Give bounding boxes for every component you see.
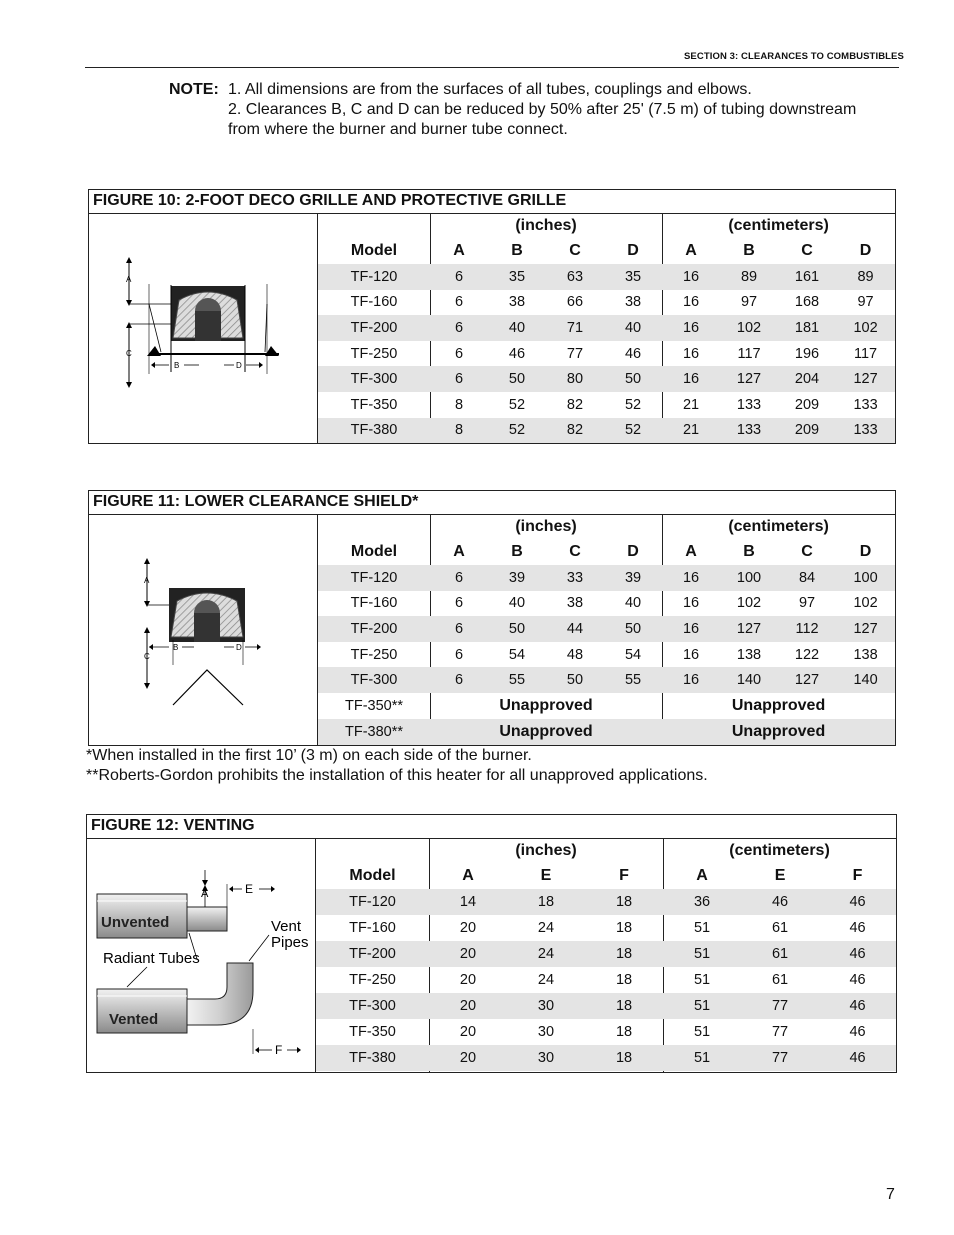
- value-cell: 16: [662, 264, 720, 290]
- value-cell: 51: [663, 993, 741, 1019]
- value-cell: 52: [508, 396, 526, 413]
- value-cell: 196: [794, 345, 820, 362]
- value-cell: 97: [740, 294, 758, 311]
- table-row: [318, 418, 895, 444]
- dim-b-label: B: [174, 361, 180, 370]
- value-cell: 18: [585, 1045, 663, 1071]
- value-cell: 127: [836, 366, 895, 392]
- value-cell: 71: [546, 315, 604, 341]
- footnote-1: *When installed in the first 10’ (3 m) on each side of the burner.: [86, 747, 532, 764]
- value-cell: 209: [794, 396, 820, 413]
- value-cell: 63: [546, 264, 604, 290]
- model-cell: TF-160: [349, 920, 396, 936]
- value-cell: 35: [604, 264, 662, 290]
- dim-d-label: D: [236, 643, 242, 652]
- value-cell: 89: [720, 264, 778, 290]
- value-cell: 117: [853, 345, 878, 362]
- value-cell: 50: [488, 616, 546, 642]
- value-cell: 16: [682, 294, 700, 311]
- model-cell: TF-120: [318, 565, 430, 591]
- column-header: D: [859, 242, 872, 259]
- value-cell: 38: [566, 595, 584, 612]
- dim-b-label: B: [173, 643, 179, 652]
- value-cell: 39: [604, 565, 662, 591]
- figure-12-cm-header: (centimeters): [729, 842, 830, 859]
- value-cell: 127: [720, 616, 778, 642]
- value-cell: 16: [662, 366, 720, 392]
- figure-12-table: [316, 839, 896, 1071]
- value-cell: 77: [566, 345, 584, 362]
- value-cell: 18: [585, 889, 663, 915]
- value-cell: 16: [682, 646, 700, 663]
- value-cell: 133: [736, 396, 762, 413]
- unapproved-cell: Unapproved: [731, 696, 826, 714]
- venting-diagram-icon: [87, 839, 315, 1072]
- value-cell: 18: [615, 1024, 633, 1040]
- column-header: A: [685, 543, 697, 560]
- table-row: [318, 591, 895, 617]
- model-cell: TF-300: [318, 366, 430, 392]
- value-cell: 102: [853, 595, 878, 612]
- figure-12-diagram: [87, 839, 316, 1072]
- figure-12-inches-header: (inches): [515, 842, 577, 859]
- value-cell: 6: [454, 345, 464, 362]
- value-cell: 20: [429, 941, 507, 967]
- column-header: F: [619, 867, 629, 884]
- figure-10-title: FIGURE 10: 2-FOOT DECO GRILLE AND PROTECTIVE GRILLE: [89, 190, 895, 214]
- model-cell: TF-380: [316, 1045, 429, 1071]
- table-row: [318, 719, 895, 745]
- figure-12-title: FIGURE 12: VENTING: [87, 815, 896, 839]
- vented-label: Vented: [109, 1011, 159, 1028]
- value-cell: 16: [662, 616, 720, 642]
- value-cell: 20: [429, 1045, 507, 1071]
- value-cell: 18: [615, 972, 633, 988]
- value-cell: 80: [546, 366, 604, 392]
- unapproved-cell: Unapproved: [662, 719, 895, 745]
- value-cell: 18: [615, 920, 633, 936]
- unapproved-cell: Unapproved: [499, 696, 593, 714]
- value-cell: 14: [429, 889, 507, 915]
- figure-10-table: [318, 214, 895, 443]
- value-cell: 46: [849, 972, 866, 988]
- value-cell: 30: [507, 993, 585, 1019]
- section-header: SECTION 3: CLEARANCES TO COMBUSTIBLES: [684, 51, 904, 62]
- value-cell: 20: [459, 972, 477, 988]
- dim-c-label: C: [144, 652, 150, 661]
- column-header: B: [511, 242, 523, 259]
- value-cell: 38: [508, 294, 526, 311]
- model-cell: TF-380: [318, 418, 430, 444]
- model-cell: TF-250: [350, 345, 398, 362]
- value-cell: 204: [778, 366, 836, 392]
- model-cell: TF-380**: [318, 719, 430, 745]
- value-cell: 6: [430, 315, 488, 341]
- column-header: F: [852, 867, 863, 884]
- value-cell: 6: [454, 294, 464, 311]
- table-row: [318, 667, 895, 693]
- value-cell: 82: [566, 396, 584, 413]
- column-header: D: [627, 242, 639, 259]
- figure-11-table: [318, 515, 895, 745]
- value-cell: 6: [430, 565, 488, 591]
- value-cell: 61: [771, 972, 789, 988]
- column-header: Model: [350, 242, 398, 259]
- value-cell: 16: [662, 565, 720, 591]
- value-cell: 40: [488, 315, 546, 341]
- value-cell: 112: [778, 616, 836, 642]
- model-cell: TF-350: [349, 1024, 396, 1040]
- value-cell: 6: [430, 264, 488, 290]
- value-cell: 102: [736, 595, 762, 612]
- value-cell: 138: [736, 646, 762, 663]
- table-row: [316, 967, 896, 993]
- unapproved-cell: Unapproved: [430, 719, 662, 745]
- pipes-label: Pipes: [271, 934, 309, 951]
- figure-10-inches-header: (inches): [515, 217, 577, 234]
- page-number: 7: [886, 1186, 895, 1203]
- value-cell: 100: [836, 565, 895, 591]
- figure-11-column-headers: [318, 539, 895, 565]
- table-row: [316, 915, 896, 941]
- value-cell: 21: [682, 396, 700, 413]
- model-cell: TF-300: [316, 993, 429, 1019]
- vent-label: Vent: [271, 918, 302, 935]
- grille-diagram-icon: [89, 214, 317, 443]
- value-cell: 18: [585, 993, 663, 1019]
- value-cell: 39: [488, 565, 546, 591]
- figure-11-inches-header: (inches): [515, 518, 577, 535]
- value-cell: 50: [604, 366, 662, 392]
- model-cell: TF-120: [318, 264, 430, 290]
- value-cell: 61: [741, 941, 819, 967]
- figure-11: [88, 490, 896, 746]
- table-row: [318, 315, 895, 341]
- value-cell: 51: [663, 941, 741, 967]
- table-row: [318, 693, 895, 719]
- value-cell: 140: [836, 667, 895, 693]
- column-header: A: [696, 867, 708, 884]
- value-cell: 44: [546, 616, 604, 642]
- value-cell: 51: [663, 1045, 741, 1071]
- column-header: D: [859, 543, 872, 560]
- value-cell: 35: [488, 264, 546, 290]
- value-cell: 30: [537, 1024, 555, 1040]
- value-cell: 97: [798, 595, 816, 612]
- value-cell: 16: [662, 667, 720, 693]
- value-cell: 77: [741, 993, 819, 1019]
- figure-10-cm-header: (centimeters): [728, 217, 829, 234]
- value-cell: 209: [778, 418, 836, 444]
- value-cell: 46: [819, 889, 896, 915]
- value-cell: 8: [430, 418, 488, 444]
- table-row: [318, 565, 895, 591]
- value-cell: 46: [819, 993, 896, 1019]
- dim-a-label: A: [144, 576, 150, 585]
- value-cell: 127: [778, 667, 836, 693]
- value-cell: 30: [507, 1045, 585, 1071]
- value-cell: 161: [778, 264, 836, 290]
- value-cell: 16: [682, 345, 700, 362]
- column-header: A: [462, 867, 474, 884]
- model-cell: TF-200: [316, 941, 429, 967]
- value-cell: 24: [537, 920, 555, 936]
- table-row: [316, 941, 896, 967]
- value-cell: 51: [693, 1024, 711, 1040]
- value-cell: 6: [454, 595, 464, 612]
- column-header: B: [743, 242, 755, 259]
- footnote-2: **Roberts-Gordon prohibits the installation of this heater for all unapproved applications.: [86, 767, 708, 784]
- note-line-1: 1. All dimensions are from the surfaces of all tubes, couplings and elbows.: [228, 81, 752, 98]
- value-cell: 24: [507, 941, 585, 967]
- table-row: [318, 366, 895, 392]
- value-cell: 50: [546, 667, 604, 693]
- value-cell: 46: [849, 1024, 866, 1040]
- model-cell: TF-250: [350, 646, 398, 663]
- value-cell: 54: [624, 646, 642, 663]
- value-cell: 133: [853, 396, 878, 413]
- value-cell: 55: [604, 667, 662, 693]
- header-rule: [85, 67, 899, 68]
- dim-f-label: F: [275, 1043, 283, 1057]
- value-cell: 138: [853, 646, 878, 663]
- value-cell: 97: [857, 294, 874, 311]
- value-cell: 18: [585, 941, 663, 967]
- table-row: [316, 993, 896, 1019]
- column-header: D: [627, 543, 639, 560]
- value-cell: 168: [794, 294, 820, 311]
- value-cell: 20: [459, 1024, 477, 1040]
- figure-10: [88, 189, 896, 444]
- column-header: C: [801, 543, 813, 560]
- value-cell: 133: [836, 418, 895, 444]
- value-cell: 20: [429, 993, 507, 1019]
- value-cell: 46: [819, 941, 896, 967]
- value-cell: 16: [662, 315, 720, 341]
- model-cell: TF-350**: [344, 697, 404, 714]
- column-header: A: [453, 543, 465, 560]
- value-cell: 102: [720, 315, 778, 341]
- column-header: Model: [350, 543, 398, 560]
- model-cell: TF-300: [318, 667, 430, 693]
- value-cell: 77: [741, 1045, 819, 1071]
- value-cell: 46: [508, 345, 526, 362]
- figure-10-diagram: [89, 214, 318, 443]
- value-cell: 40: [604, 315, 662, 341]
- table-row: [318, 392, 895, 418]
- value-cell: 46: [849, 920, 866, 936]
- value-cell: 33: [546, 565, 604, 591]
- value-cell: 127: [836, 616, 895, 642]
- figure-11-cm-header: (centimeters): [728, 518, 829, 535]
- value-cell: 61: [771, 920, 789, 936]
- unvented-label: Unvented: [101, 914, 170, 931]
- value-cell: 38: [624, 294, 642, 311]
- column-header: C: [569, 543, 581, 560]
- column-header: B: [511, 543, 523, 560]
- value-cell: 6: [430, 616, 488, 642]
- figure-11-diagram: [89, 515, 318, 745]
- model-cell: TF-200: [318, 616, 430, 642]
- value-cell: 122: [794, 646, 820, 663]
- table-row: [318, 642, 895, 668]
- column-header: C: [801, 242, 813, 259]
- value-cell: 8: [454, 396, 464, 413]
- table-row: [318, 290, 895, 316]
- dim-d-label: D: [236, 361, 242, 370]
- model-cell: TF-250: [349, 972, 396, 988]
- figure-11-title: FIGURE 11: LOWER CLEARANCE SHIELD*: [89, 491, 895, 515]
- value-cell: 6: [454, 646, 464, 663]
- table-row: [316, 1019, 896, 1045]
- value-cell: 46: [819, 1045, 896, 1071]
- dim-a-label: A: [126, 275, 132, 284]
- model-cell: TF-120: [316, 889, 429, 915]
- figure-10-column-headers: [318, 238, 895, 264]
- model-cell: TF-160: [350, 294, 398, 311]
- value-cell: 52: [604, 418, 662, 444]
- radiant-tubes-label: Radiant Tubes: [103, 950, 200, 967]
- column-header: B: [743, 543, 755, 560]
- value-cell: 46: [741, 889, 819, 915]
- table-row: [316, 889, 896, 915]
- value-cell: 84: [778, 565, 836, 591]
- column-header: E: [774, 867, 786, 884]
- shield-diagram-icon: [89, 515, 317, 745]
- figure-12: [86, 814, 897, 1073]
- column-header: Model: [349, 867, 396, 884]
- dim-c-label: C: [126, 349, 132, 358]
- value-cell: 55: [488, 667, 546, 693]
- value-cell: 52: [488, 418, 546, 444]
- value-cell: 46: [624, 345, 642, 362]
- value-cell: 20: [459, 920, 477, 936]
- value-cell: 51: [693, 920, 711, 936]
- value-cell: 40: [508, 595, 526, 612]
- model-cell: TF-160: [350, 595, 398, 612]
- column-header: E: [540, 867, 552, 884]
- value-cell: 24: [537, 972, 555, 988]
- table-row: [318, 341, 895, 367]
- value-cell: 66: [566, 294, 584, 311]
- figure-12-column-headers: [316, 863, 896, 889]
- value-cell: 181: [778, 315, 836, 341]
- note-line-2: 2. Clearances B, C and D can be reduced by 50% after 25' (7.5 m) of tubing downstream: [228, 101, 857, 118]
- value-cell: 82: [546, 418, 604, 444]
- value-cell: 127: [720, 366, 778, 392]
- value-cell: 52: [624, 396, 642, 413]
- value-cell: 50: [488, 366, 546, 392]
- value-cell: 100: [720, 565, 778, 591]
- column-header: A: [453, 242, 465, 259]
- note-label: NOTE:: [169, 81, 219, 98]
- dim-a-label: A: [201, 888, 209, 900]
- value-cell: 89: [836, 264, 895, 290]
- column-header: C: [569, 242, 581, 259]
- note-line-3: from where the burner and burner tube connect.: [228, 121, 568, 138]
- value-cell: 40: [624, 595, 642, 612]
- table-row: [318, 264, 895, 290]
- value-cell: 51: [693, 972, 711, 988]
- value-cell: 16: [682, 595, 700, 612]
- value-cell: 102: [836, 315, 895, 341]
- table-row: [316, 1045, 896, 1071]
- value-cell: 77: [771, 1024, 789, 1040]
- column-header: A: [685, 242, 697, 259]
- value-cell: 133: [720, 418, 778, 444]
- value-cell: 6: [430, 667, 488, 693]
- value-cell: 48: [566, 646, 584, 663]
- value-cell: 50: [604, 616, 662, 642]
- value-cell: 36: [663, 889, 741, 915]
- table-row: [318, 616, 895, 642]
- value-cell: 21: [662, 418, 720, 444]
- value-cell: 18: [507, 889, 585, 915]
- model-cell: TF-200: [318, 315, 430, 341]
- value-cell: 54: [508, 646, 526, 663]
- value-cell: 6: [430, 366, 488, 392]
- dim-e-label: E: [245, 882, 254, 896]
- value-cell: 117: [737, 345, 761, 362]
- value-cell: 140: [720, 667, 778, 693]
- model-cell: TF-350: [350, 396, 398, 413]
